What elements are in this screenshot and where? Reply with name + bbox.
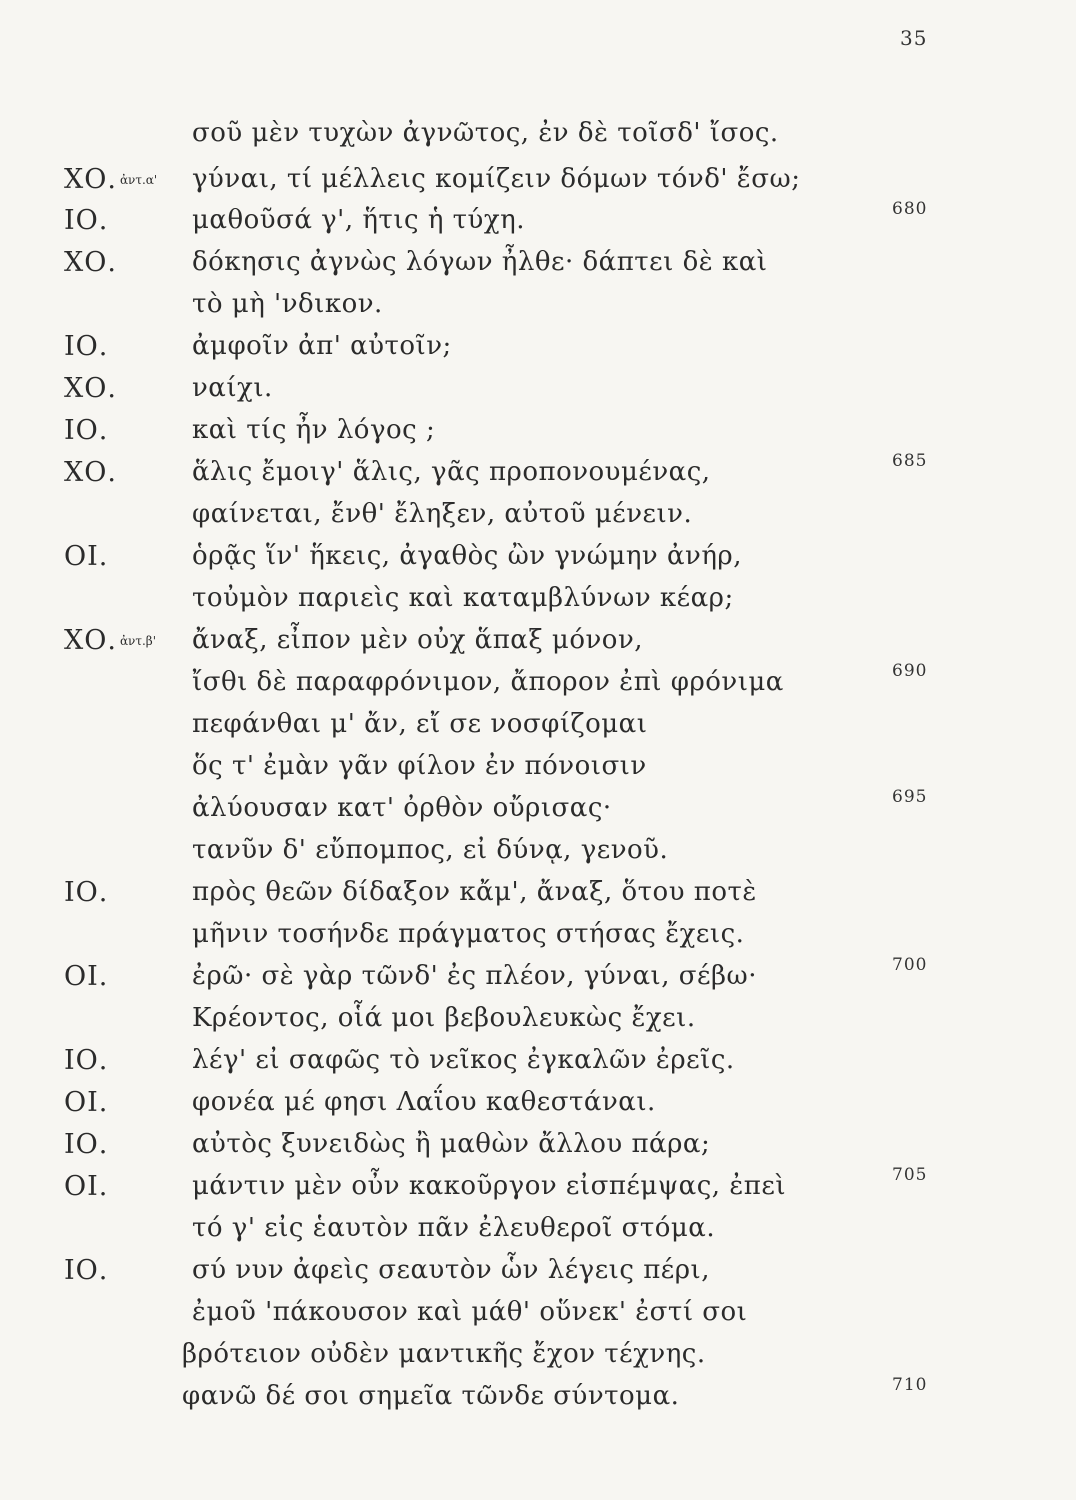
verse-line — [0, 1125, 1076, 1165]
speaker-label — [64, 541, 108, 572]
verse-line — [0, 1251, 1076, 1291]
verse-text: βρότειον οὐδὲν μαντικῆς ἔχον τέχνης. — [182, 1339, 706, 1369]
speaker-name: ΙΟ. — [64, 1255, 109, 1286]
speaker-name: ΟΙ. — [64, 1087, 109, 1118]
speaker-label — [64, 1255, 108, 1286]
verse-text: μάντιν μὲν οὖν κακοῦργον εἰσπέμψας, ἐπεὶ — [192, 1171, 787, 1201]
line-number: 700 — [892, 955, 928, 975]
verse-text: καὶ τίς ἦν λόγος ; — [192, 415, 436, 445]
speaker-name: ΧΟ. — [64, 247, 117, 278]
verse-line — [0, 285, 1076, 325]
verse-text: μῆνιν τοσήνδε πράγματος στήσας ἔχεις. — [192, 919, 745, 949]
page-number: 35 — [900, 26, 928, 50]
verse-text: φονέα μέ φησι Λαΐου καθεστάναι. — [192, 1087, 656, 1117]
verse-text: ἀμφοῖν ἀπ' αὐτοῖν; — [192, 331, 452, 361]
speaker-name: ΙΟ. — [64, 1045, 109, 1076]
line-number: 695 — [892, 787, 928, 807]
verse-line — [0, 1377, 1076, 1417]
strophe-marker: ἀντ.α' — [119, 173, 158, 187]
verse-line — [0, 453, 1076, 493]
speaker-label — [64, 961, 108, 992]
verse-text: ὁρᾷς ἵν' ἥκεις, ἀγαθὸς ὢν γνώμην ἀνήρ, — [192, 541, 742, 571]
speaker-name: ΟΙ. — [64, 541, 109, 572]
verse-text: σοῦ μὲν τυχὼν ἀγνῶτος, ἐν δὲ τοῖσδ' ἴσος. — [192, 118, 779, 148]
verse-line — [0, 411, 1076, 451]
verse-text: φαίνεται, ἔνθ' ἔληξεν, αὐτοῦ μένειν. — [192, 499, 693, 529]
speaker-label — [64, 1129, 108, 1160]
speaker-label — [64, 373, 117, 404]
verse-line — [0, 114, 1076, 154]
speaker-name: ΙΟ. — [64, 205, 109, 236]
verse-line — [0, 1293, 1076, 1333]
verse-text: τανῦν δ' εὔπομπος, εἰ δύνᾳ, γενοῦ. — [192, 835, 669, 865]
verse-text: πεφάνθαι μ' ἄν, εἴ σε νοσφίζομαι — [192, 709, 648, 739]
verse-line — [0, 1083, 1076, 1123]
verse-text: ἄναξ, εἶπον μὲν οὐχ ἅπαξ μόνον, — [192, 625, 644, 655]
verse-text: τὸ μὴ 'νδικον. — [192, 289, 383, 319]
verse-line — [0, 1209, 1076, 1249]
line-number: 680 — [892, 199, 928, 219]
speaker-name: ΟΙ. — [64, 961, 109, 992]
verse-line — [0, 1041, 1076, 1081]
verse-text: λέγ' εἰ σαφῶς τὸ νεῖκος ἐγκαλῶν ἐρεῖς. — [192, 1045, 735, 1075]
verse-text: αὐτὸς ξυνειδὼς ἢ μαθὼν ἄλλου πάρα; — [192, 1129, 711, 1159]
speaker-name: ΧΟ. — [64, 373, 117, 404]
verse-line — [0, 663, 1076, 703]
verse-line — [0, 1167, 1076, 1207]
line-number: 690 — [892, 661, 928, 681]
verse-line — [0, 831, 1076, 871]
verse-text: ὅς τ' ἐμὰν γᾶν φίλον ἐν πόνοισιν — [192, 751, 647, 781]
verse-text: Κρέοντος, οἷά μοι βεβουλευκὼς ἔχει. — [192, 1003, 696, 1033]
speaker-label — [64, 877, 108, 908]
speaker-label — [64, 164, 157, 195]
verse-line — [0, 369, 1076, 409]
verse-line — [0, 957, 1076, 997]
speaker-label — [64, 1045, 108, 1076]
verse-line — [0, 705, 1076, 745]
speaker-name: ΧΟ. — [64, 164, 117, 195]
verse-text: μαθοῦσά γ', ἥτις ἡ τύχη. — [192, 205, 525, 235]
verse-line — [0, 579, 1076, 619]
speaker-label — [64, 415, 108, 446]
speaker-name: ΙΟ. — [64, 877, 109, 908]
verse-line — [0, 915, 1076, 955]
verse-line — [0, 873, 1076, 913]
verse-text: πρὸς θεῶν δίδαξον κἄμ', ἄναξ, ὅτου ποτὲ — [192, 877, 757, 907]
speaker-label — [64, 457, 117, 488]
verse-text: γύναι, τί μέλλεις κομίζειν δόμων τόνδ' ἔσω; — [192, 164, 801, 194]
speaker-name: ΙΟ. — [64, 415, 109, 446]
verse-text: ἴσθι δὲ παραφρόνιμον, ἄπορον ἐπὶ φρόνιμα — [192, 667, 784, 697]
speaker-label — [64, 1087, 108, 1118]
speaker-name: ΙΟ. — [64, 331, 109, 362]
verse-line — [0, 327, 1076, 367]
speaker-label — [64, 1171, 108, 1202]
speaker-name: ΧΟ. — [64, 625, 117, 656]
verse-text: ἀλύουσαν κατ' ὀρθὸν οὔρισας· — [192, 793, 612, 823]
verse-line — [0, 160, 1076, 200]
line-number: 705 — [892, 1165, 928, 1185]
verse-text: σύ νυν ἀφεὶς σεαυτὸν ὧν λέγεις πέρι, — [192, 1255, 710, 1285]
speaker-name: ΧΟ. — [64, 457, 117, 488]
speaker-name: ΟΙ. — [64, 1171, 109, 1202]
strophe-marker: ἀντ.β' — [119, 634, 157, 648]
verse-line — [0, 537, 1076, 577]
verse-text: τό γ' εἰς ἑαυτὸν πᾶν ἐλευθεροῖ στόμα. — [192, 1213, 716, 1243]
verse-text: τοὐμὸν παριεὶς καὶ καταμβλύνων κέαρ; — [192, 583, 734, 613]
speaker-label — [64, 625, 156, 656]
verse-line — [0, 201, 1076, 241]
verse-line — [0, 999, 1076, 1039]
verse-line — [0, 243, 1076, 283]
line-number: 710 — [892, 1375, 928, 1395]
verse-line — [0, 747, 1076, 787]
speaker-label — [64, 247, 117, 278]
speaker-label — [64, 331, 108, 362]
verse-text: ἅλις ἔμοιγ' ἅλις, γᾶς προπονουμένας, — [192, 457, 711, 487]
verse-line — [0, 1335, 1076, 1375]
verse-text: ναίχι. — [192, 373, 273, 403]
verse-text: ἐμοῦ 'πάκουσον καὶ μάθ' οὕνεκ' ἐστί σοι — [192, 1297, 748, 1327]
verse-text: φανῶ δέ σοι σημεῖα τῶνδε σύντομα. — [182, 1381, 680, 1411]
verse-text: ἐρῶ· σὲ γὰρ τῶνδ' ἐς πλέον, γύναι, σέβω· — [192, 961, 757, 991]
speaker-name: ΙΟ. — [64, 1129, 109, 1160]
verse-line — [0, 495, 1076, 535]
verse-line — [0, 789, 1076, 829]
speaker-label — [64, 205, 108, 236]
verse-text: δόκησις ἀγνὼς λόγων ἦλθε· δάπτει δὲ καὶ — [192, 247, 768, 277]
line-number: 685 — [892, 451, 928, 471]
verse-line — [0, 621, 1076, 661]
